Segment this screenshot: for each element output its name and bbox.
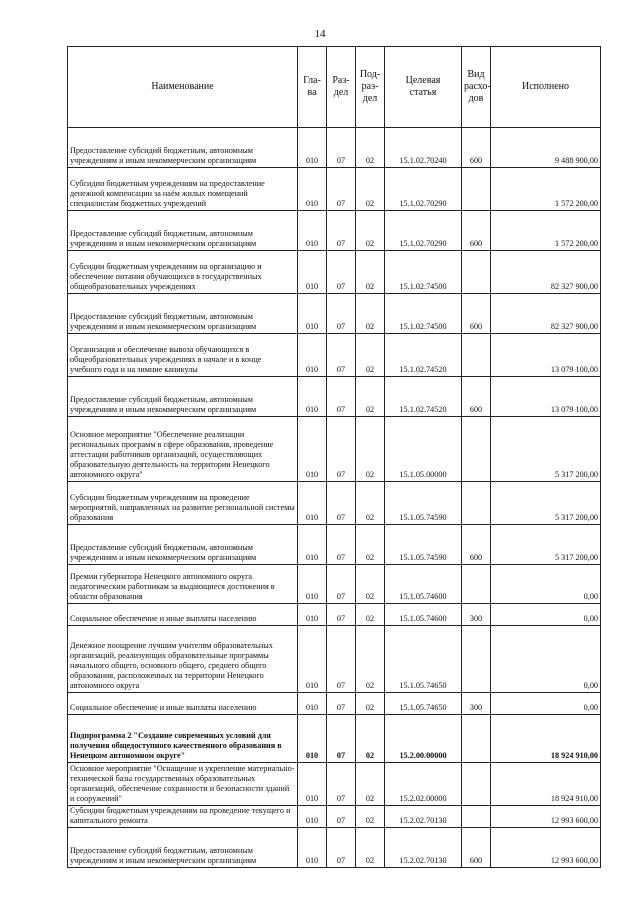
cell-section: 07	[327, 377, 356, 417]
cell-target: 15.2.02.70130	[385, 828, 462, 868]
cell-target: 15.2.02.00000	[385, 763, 462, 806]
table-row	[68, 828, 601, 868]
cell-chapter: 010	[298, 693, 327, 715]
cell-subsection: 02	[356, 715, 385, 763]
cell-subsection: 02	[356, 693, 385, 715]
cell-target: 15.2.00.00000	[385, 715, 462, 763]
cell-name: Основное мероприятие "Обеспечение реализации региональных программ в сфере образования, проведение аттестации работников организаций, осуществляющих образовательную деятельность на территории Ненецкого автономного округа"	[68, 417, 298, 482]
cell-expense_type: 600	[462, 828, 491, 868]
table-row	[68, 168, 601, 211]
cell-chapter: 010	[298, 482, 327, 525]
cell-expense_type	[462, 565, 491, 604]
cell-target: 15.1.02.70290	[385, 211, 462, 251]
cell-name: Предоставление субсидий бюджетным, автономным учреждениям и иным некоммерческим организациям	[68, 525, 298, 565]
cell-target: 15.1.05.74650	[385, 693, 462, 715]
cell-chapter: 010	[298, 626, 327, 693]
cell-target: 15.1.02.74520	[385, 334, 462, 377]
cell-chapter: 010	[298, 168, 327, 211]
cell-executed: 82 327 900,00	[491, 294, 601, 334]
table-row	[68, 417, 601, 482]
cell-subsection: 02	[356, 128, 385, 168]
cell-subsection: 02	[356, 565, 385, 604]
cell-chapter: 010	[298, 806, 327, 828]
cell-name: Субсидии бюджетным учреждениям на проведение текущего и капитального ремонта	[68, 806, 298, 828]
cell-expense_type	[462, 168, 491, 211]
cell-name: Предоставление субсидий бюджетным, автономным учреждениям и иным некоммерческим организациям	[68, 377, 298, 417]
cell-section: 07	[327, 294, 356, 334]
cell-subsection: 02	[356, 525, 385, 565]
cell-subsection: 02	[356, 604, 385, 626]
table-row	[68, 211, 601, 251]
cell-subsection: 02	[356, 763, 385, 806]
cell-chapter: 010	[298, 604, 327, 626]
cell-expense_type: 600	[462, 128, 491, 168]
cell-subsection: 02	[356, 482, 385, 525]
cell-section: 07	[327, 604, 356, 626]
column-header-section: Раз- дел	[327, 47, 356, 128]
cell-subsection: 02	[356, 626, 385, 693]
column-header-name: Наименование	[68, 47, 298, 128]
cell-section: 07	[327, 211, 356, 251]
cell-subsection: 02	[356, 211, 385, 251]
cell-target: 15.1.05.00000	[385, 417, 462, 482]
cell-expense_type	[462, 417, 491, 482]
cell-section: 07	[327, 828, 356, 868]
cell-expense_type	[462, 806, 491, 828]
column-header-chapter: Гла- ва	[298, 47, 327, 128]
cell-name: Организация и обеспечение вывоза обучающихся в общеобразовательных учреждениях в начале и в конце учебного года и на зимние каникулы	[68, 334, 298, 377]
cell-expense_type: 600	[462, 211, 491, 251]
cell-executed: 0,00	[491, 626, 601, 693]
cell-name: Предоставление субсидий бюджетным, автономным учреждениям и иным некоммерческим организациям	[68, 828, 298, 868]
cell-executed: 0,00	[491, 565, 601, 604]
cell-chapter: 010	[298, 417, 327, 482]
cell-executed: 5 317 200,00	[491, 417, 601, 482]
table-row	[68, 128, 601, 168]
cell-section: 07	[327, 417, 356, 482]
cell-section: 07	[327, 251, 356, 294]
cell-expense_type	[462, 626, 491, 693]
cell-section: 07	[327, 763, 356, 806]
cell-chapter: 010	[298, 565, 327, 604]
cell-executed: 12 993 600,00	[491, 806, 601, 828]
table-row	[68, 334, 601, 377]
cell-target: 15.1.02.74500	[385, 294, 462, 334]
cell-target: 15.1.05.74590	[385, 525, 462, 565]
cell-section: 07	[327, 806, 356, 828]
table-row	[68, 763, 601, 806]
cell-target: 15.1.02.70290	[385, 168, 462, 211]
cell-chapter: 010	[298, 763, 327, 806]
column-header-subsection: Под- раз- дел	[356, 47, 385, 128]
cell-subsection: 02	[356, 251, 385, 294]
cell-executed: 0,00	[491, 693, 601, 715]
cell-chapter: 010	[298, 251, 327, 294]
cell-target: 15.1.02.74520	[385, 377, 462, 417]
table-row	[68, 525, 601, 565]
column-header-expense_type: Вид расхо- дов	[462, 47, 491, 128]
table-row	[68, 806, 601, 828]
cell-name: Предоставление субсидий бюджетным, автономным учреждениям и иным некоммерческим организациям	[68, 128, 298, 168]
cell-name: Социальное обеспечение и иные выплаты населению	[68, 693, 298, 715]
cell-executed: 1 572 200,00	[491, 211, 601, 251]
cell-subsection: 02	[356, 168, 385, 211]
cell-expense_type: 600	[462, 294, 491, 334]
table-row	[68, 604, 601, 626]
cell-name: Субсидии бюджетным учреждениям на предоставление денежной компенсации за наём жилых помещений специалистам бюджетных учреждений	[68, 168, 298, 211]
cell-target: 15.1.05.74600	[385, 604, 462, 626]
cell-subsection: 02	[356, 806, 385, 828]
cell-subsection: 02	[356, 334, 385, 377]
cell-chapter: 010	[298, 334, 327, 377]
cell-section: 07	[327, 715, 356, 763]
table-row	[68, 482, 601, 525]
cell-name: Подпрограмма 2 "Создание современных условий для получения общедоступного качественного образования в Ненецком автономном округе"	[68, 715, 298, 763]
cell-executed: 1 572 200,00	[491, 168, 601, 211]
cell-expense_type	[462, 334, 491, 377]
cell-section: 07	[327, 693, 356, 715]
cell-chapter: 010	[298, 715, 327, 763]
cell-name: Основное мероприятие "Оснащение и укрепление материально-технической базы государственных образовательных организаций, обеспечение сохранности и безопасности зданий и сооружений"	[68, 763, 298, 806]
cell-chapter: 010	[298, 377, 327, 417]
cell-executed: 18 924 910,00	[491, 763, 601, 806]
cell-name: Социальное обеспечение и иные выплаты населению	[68, 604, 298, 626]
cell-executed: 5 317 200,00	[491, 482, 601, 525]
cell-name: Субсидии бюджетным учреждениям на проведение мероприятий, направленных на развитие региональной системы образования	[68, 482, 298, 525]
table-row	[68, 294, 601, 334]
cell-section: 07	[327, 482, 356, 525]
page-number: 14	[314, 28, 326, 40]
cell-executed: 82 327 900,00	[491, 251, 601, 294]
cell-chapter: 010	[298, 128, 327, 168]
cell-executed: 12 993 600,00	[491, 828, 601, 868]
budget-table	[67, 46, 601, 868]
table-row	[68, 626, 601, 693]
cell-subsection: 02	[356, 417, 385, 482]
cell-chapter: 010	[298, 294, 327, 334]
cell-expense_type	[462, 763, 491, 806]
cell-section: 07	[327, 565, 356, 604]
cell-chapter: 010	[298, 211, 327, 251]
table-row	[68, 377, 601, 417]
table-row	[68, 565, 601, 604]
table-header-row	[68, 47, 601, 128]
cell-expense_type: 600	[462, 525, 491, 565]
cell-executed: 5 317 200,00	[491, 525, 601, 565]
cell-expense_type	[462, 251, 491, 294]
cell-subsection: 02	[356, 294, 385, 334]
cell-executed: 0,00	[491, 604, 601, 626]
cell-expense_type	[462, 482, 491, 525]
column-header-executed: Исполнено	[491, 47, 601, 128]
cell-chapter: 010	[298, 525, 327, 565]
cell-target: 15.1.05.74590	[385, 482, 462, 525]
cell-section: 07	[327, 168, 356, 211]
cell-executed: 13 079 100,00	[491, 334, 601, 377]
cell-executed: 13 079 100,00	[491, 377, 601, 417]
cell-name: Премии губернатора Ненецкого автономного округа педагогическим работникам за выдающиеся достижения в области образования	[68, 565, 298, 604]
cell-chapter: 010	[298, 828, 327, 868]
column-header-target: Целевая статья	[385, 47, 462, 128]
cell-section: 07	[327, 626, 356, 693]
cell-executed: 18 924 910,00	[491, 715, 601, 763]
cell-expense_type: 600	[462, 377, 491, 417]
table-row	[68, 251, 601, 294]
cell-name: Предоставление субсидий бюджетным, автономным учреждениям и иным некоммерческим организациям	[68, 211, 298, 251]
cell-subsection: 02	[356, 828, 385, 868]
cell-target: 15.2.02.70130	[385, 806, 462, 828]
cell-executed: 9 488 900,00	[491, 128, 601, 168]
cell-section: 07	[327, 525, 356, 565]
cell-target: 15.1.02.70240	[385, 128, 462, 168]
cell-target: 15.1.02.74500	[385, 251, 462, 294]
cell-expense_type: 300	[462, 693, 491, 715]
cell-subsection: 02	[356, 377, 385, 417]
table-body	[68, 128, 601, 868]
cell-expense_type: 300	[462, 604, 491, 626]
cell-section: 07	[327, 128, 356, 168]
cell-name: Денежное поощрение лучшим учителям образовательных организаций, реализующих образовательные программы начального общего, основного общего, среднего общего образования, расположенных на территории Ненецкого автономного округа	[68, 626, 298, 693]
cell-target: 15.1.05.74650	[385, 626, 462, 693]
cell-name: Предоставление субсидий бюджетным, автономным учреждениям и иным некоммерческим организациям	[68, 294, 298, 334]
cell-section: 07	[327, 334, 356, 377]
cell-expense_type	[462, 715, 491, 763]
cell-target: 15.1.05.74600	[385, 565, 462, 604]
cell-name: Субсидии бюджетным учреждениям на организацию и обеспечение питания обучающихся в государственных общеобразовательных учреждениях	[68, 251, 298, 294]
table-row	[68, 693, 601, 715]
table-row	[68, 715, 601, 763]
